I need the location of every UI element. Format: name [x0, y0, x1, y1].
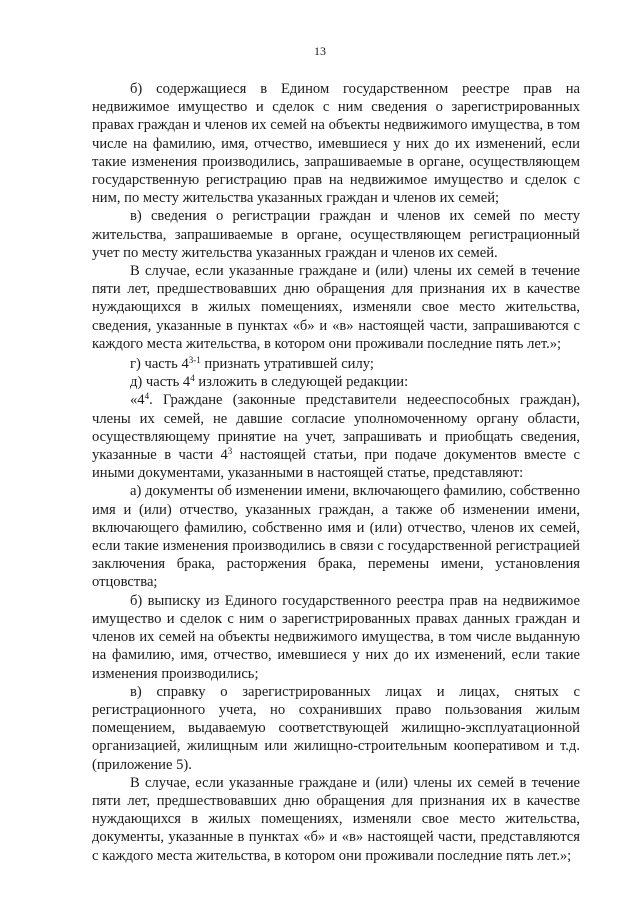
page-number: 13 [314, 44, 326, 58]
paragraph-b-registry-info: б) содержащиеся в Едином государственном реестре прав на недвижимое имущество и сделок с ним сведения о зарегистрированных правах граждан и членов их семей на объекты недвижимого имущества, в том числе на фамилию, имя, отчество, имевшиеся у них до их изменений, если такие изменения производились, запрашиваемые в органе, осуществляющем государственную регистрацию прав на недвижимое имущество и сделок с ним, по месту жительства указанных граждан и членов их семей; [92, 81, 580, 207]
superscript: 4 [190, 373, 195, 384]
paragraph-residence-change-1: В случае, если указанные граждане и (или) члены их семей в течение пяти лет, предшествовавших дню обращения для признания их в качестве нуждающихся в жилых помещениях, изменяли свое место жительства, сведения, указанные в пунктах «б» и «в» настоящей части, запрашиваются с каждого места жительства, в котором они проживали последние пять лет.»; [92, 263, 580, 352]
paragraph-residence-change-2: В случае, если указанные граждане и (или) члены их семей в течение пяти лет, предшествовавших дню обращения для признания их в качестве нуждающихся в жилых помещениях, изменяли свое место жительства, документы, указанные в пунктах «б» и «в» настоящей части, представляются с каждого места жительства, в котором они проживали последние пять лет.»; [92, 774, 580, 864]
superscript: 4 [144, 391, 150, 402]
paragraph-44-open: «4 [130, 392, 145, 409]
paragraph-44-text: . Граждане (законные представители недееспособных граждан), члены их семей, не давшие согласие уполномоченному органу области, осуществляющему принятие на учет, запрашивать и приобщать сведения, указанные в части 4 [92, 392, 580, 464]
paragraph-a-name-change-docs: а) документы об изменении имени, включающего фамилию, собственно имя и (или) отчество, указанных граждан, а также об изменении имени, включающего фамилию, собственно имя и (или) отчество, членов их семей, если такие изменения производились в связи с государственной регистрацией заключения брака, расторжения брака, перемены имени, установления отцовства; [92, 483, 580, 591]
paragraph-44-text-end: настоящей статьи, при подаче документов вместе с иными документами, указанными в настоящей статье, представляют: [92, 447, 580, 482]
paragraph-g-text-end: признать утратившей силу; [200, 356, 374, 373]
document-body [92, 80, 580, 865]
superscript: 3 [227, 446, 233, 457]
paragraph-b-registry-extract: б) выписку из Единого государственного реестра прав на недвижимое имущество и сделок с ним о зарегистрированных правах данных граждан и членов их семей на объекты недвижимого имущества, в том числе выданную на фамилию, имя, отчество, имевшиеся у них до их изменений, если такие изменения производились; [92, 592, 580, 682]
paragraph-d-text: д) часть 4 [130, 374, 191, 391]
paragraph-d-new-edition [92, 373, 580, 391]
paragraph-part-4-4 [92, 391, 580, 482]
superscript: 3-1 [188, 355, 201, 366]
paragraph-v-registered-persons: в) справку о зарегистрированных лицах и лицах, снятых с регистрационного учета, но сохранивших право пользования жилым помещением, выдаваемую соответствующей жилищно-эксплуатационной организацией, жилищным или жилищно-строительным кооперативом и т.д. (приложение 5). [92, 683, 580, 773]
paragraph-g-repeal [92, 355, 580, 373]
paragraph-g-text: г) часть 4 [130, 356, 189, 373]
paragraph-v-registration-info: в) сведения о регистрации граждан и членов их семей по месту жительства, запрашиваемые в органе, осуществляющем регистрационный учет по месту жительства указанных граждан и членов их семей. [92, 208, 580, 261]
paragraph-d-text-end: изложить в следующей редакции: [194, 374, 409, 391]
